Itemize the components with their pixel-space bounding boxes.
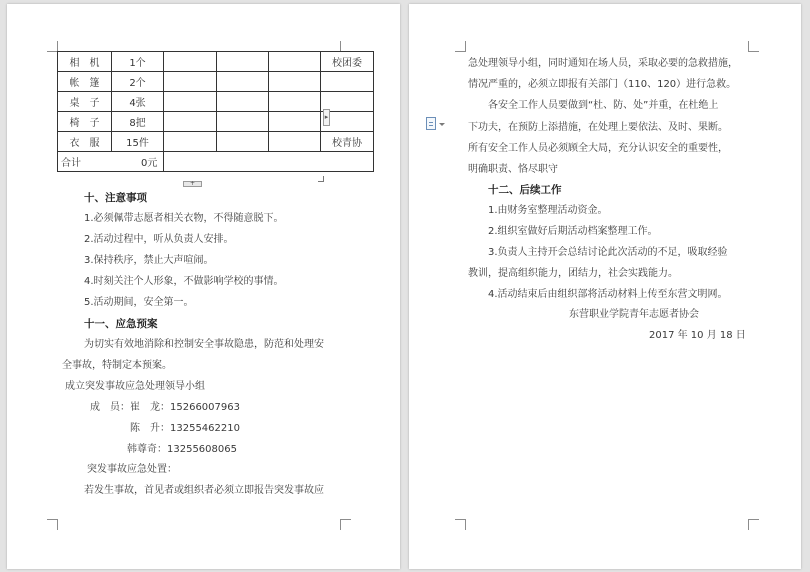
table-cell[interactable] — [164, 92, 217, 112]
margin-mark-bottom-left — [455, 519, 466, 530]
table-cell-qty[interactable]: 2个 — [112, 72, 164, 92]
table-cell[interactable] — [269, 92, 321, 112]
member-2: 陈 升：13255462210 — [130, 423, 240, 434]
paste-options-icon[interactable] — [426, 117, 436, 130]
member-1: 崔 龙：15266007963 — [130, 402, 240, 413]
s10-item-1: 1.必须佩带志愿者相关衣物，不得随意脱下。 — [84, 213, 284, 224]
section-12-title: 十二、后续工作 — [488, 184, 562, 196]
table-add-row-handle[interactable]: + — [183, 181, 202, 187]
p2-line-4: 明确职责、恪尽职守 — [468, 164, 558, 175]
s10-item-5: 5.活动期间，安全第一。 — [84, 297, 194, 308]
table-cell-qty[interactable]: 1个 — [112, 52, 164, 72]
table-row — [58, 132, 374, 152]
s11-para-line-1: 为切实有效地消除和控制安全事故隐患，防范和处理安 — [84, 339, 324, 350]
table-cell-note[interactable]: 校青协 — [321, 132, 374, 152]
total-label-text: 合计 — [61, 158, 81, 169]
table-cell-item[interactable]: 桌 子 — [58, 92, 112, 112]
margin-mark-bottom-left — [47, 519, 58, 530]
handling-title: 突发事故应急处置： — [87, 464, 177, 475]
s10-item-4: 4.时刻关注个人形象，不做影响学校的事情。 — [84, 276, 284, 287]
table-cell[interactable] — [217, 92, 269, 112]
table-cell[interactable] — [164, 112, 217, 132]
margin-mark-top-left — [455, 41, 466, 52]
s12-item-4: 4.活动结束后由组织部将活动材料上传至东营文明网。 — [488, 289, 728, 300]
s10-item-3: 3.保持秩序，禁止大声喧闹。 — [84, 255, 214, 266]
organization-signature: 东营职业学院青年志愿者协会 — [569, 309, 699, 320]
document-page-left — [7, 4, 400, 569]
document-page-right — [409, 4, 801, 569]
table-cell-note[interactable]: 校团委 — [321, 52, 374, 72]
p1-line-1: 急处理领导小组，同时通知在场人员，采取必要的急救措施， — [468, 58, 738, 69]
table-total-row — [58, 152, 374, 172]
table-row — [58, 52, 374, 72]
s12-item-2: 2.组织室做好后期活动档案整理工作。 — [488, 226, 658, 237]
table-total-cell[interactable] — [164, 152, 374, 172]
margin-mark-bottom-right — [340, 519, 351, 530]
table-total-label[interactable] — [58, 152, 164, 172]
handling-line-1: 若发生事故，首见者或组织者必须立即报告突发事故应 — [84, 485, 324, 496]
table-cell[interactable] — [164, 72, 217, 92]
table-cell[interactable] — [269, 52, 321, 72]
table-cell-qty[interactable]: 8把 — [112, 112, 164, 132]
p2-line-3: 所有安全工作人员必须顾全大局，充分认识安全的重要性， — [468, 143, 728, 154]
member-label: 成 员： — [90, 402, 130, 413]
table-cell-item[interactable]: 衣 服 — [58, 132, 112, 152]
s12-item-3-line-1: 3.负责人主持开会总结讨论此次活动的不足，吸取经验 — [488, 247, 728, 258]
table-cell-item[interactable]: 帐 篷 — [58, 72, 112, 92]
margin-mark-top-right — [748, 41, 759, 52]
p2-line-2: 下功夫，在预防上添措施，在处理上要依法、及时、果断。 — [468, 122, 728, 133]
table-cell[interactable] — [164, 132, 217, 152]
table-resize-handle[interactable] — [318, 176, 324, 182]
table-cell[interactable] — [217, 112, 269, 132]
table-cell[interactable] — [217, 72, 269, 92]
group-title: 成立突发事故应急处理领导小组 — [65, 381, 205, 392]
table-cell-item[interactable]: 椅 子 — [58, 112, 112, 132]
section-10-title: 十、注意事项 — [84, 192, 147, 204]
chevron-down-icon[interactable] — [439, 123, 445, 126]
table-add-column-handle[interactable]: ▸ — [323, 109, 330, 126]
s12-item-3-line-2: 教训，提高组织能力，团结力，社会实践能力。 — [468, 268, 678, 279]
table-cell-qty[interactable]: 15件 — [112, 132, 164, 152]
table-cell[interactable] — [217, 132, 269, 152]
s10-item-2: 2.活动过程中，听从负责人安排。 — [84, 234, 234, 245]
table-cell-qty[interactable]: 4张 — [112, 92, 164, 112]
s11-para-line-2: 全事故，特制定本预案。 — [62, 360, 172, 371]
table-cell[interactable] — [269, 132, 321, 152]
s12-item-1: 1.由财务室整理活动资金。 — [488, 205, 608, 216]
signature-date: 2017 年 10 月 18 日 — [649, 330, 746, 341]
table-cell[interactable] — [164, 52, 217, 72]
table-row — [58, 72, 374, 92]
table-cell[interactable] — [269, 72, 321, 92]
p1-line-2: 情况严重的，必须立即报有关部门（110、120）进行急救。 — [468, 79, 737, 90]
section-11-title: 十一、应急预案 — [84, 318, 158, 330]
p2-line-1: 各安全工作人员要做到“杜、防、处”并重，在杜绝上 — [488, 100, 719, 111]
margin-mark-bottom-right — [748, 519, 759, 530]
table-cell[interactable] — [217, 52, 269, 72]
table-cell[interactable] — [269, 112, 321, 132]
table-cell-item[interactable]: 相 机 — [58, 52, 112, 72]
total-value-text: 0元 — [141, 158, 158, 169]
member-3: 韩尊奇：13255608065 — [127, 444, 237, 455]
table-cell-note[interactable] — [321, 72, 374, 92]
